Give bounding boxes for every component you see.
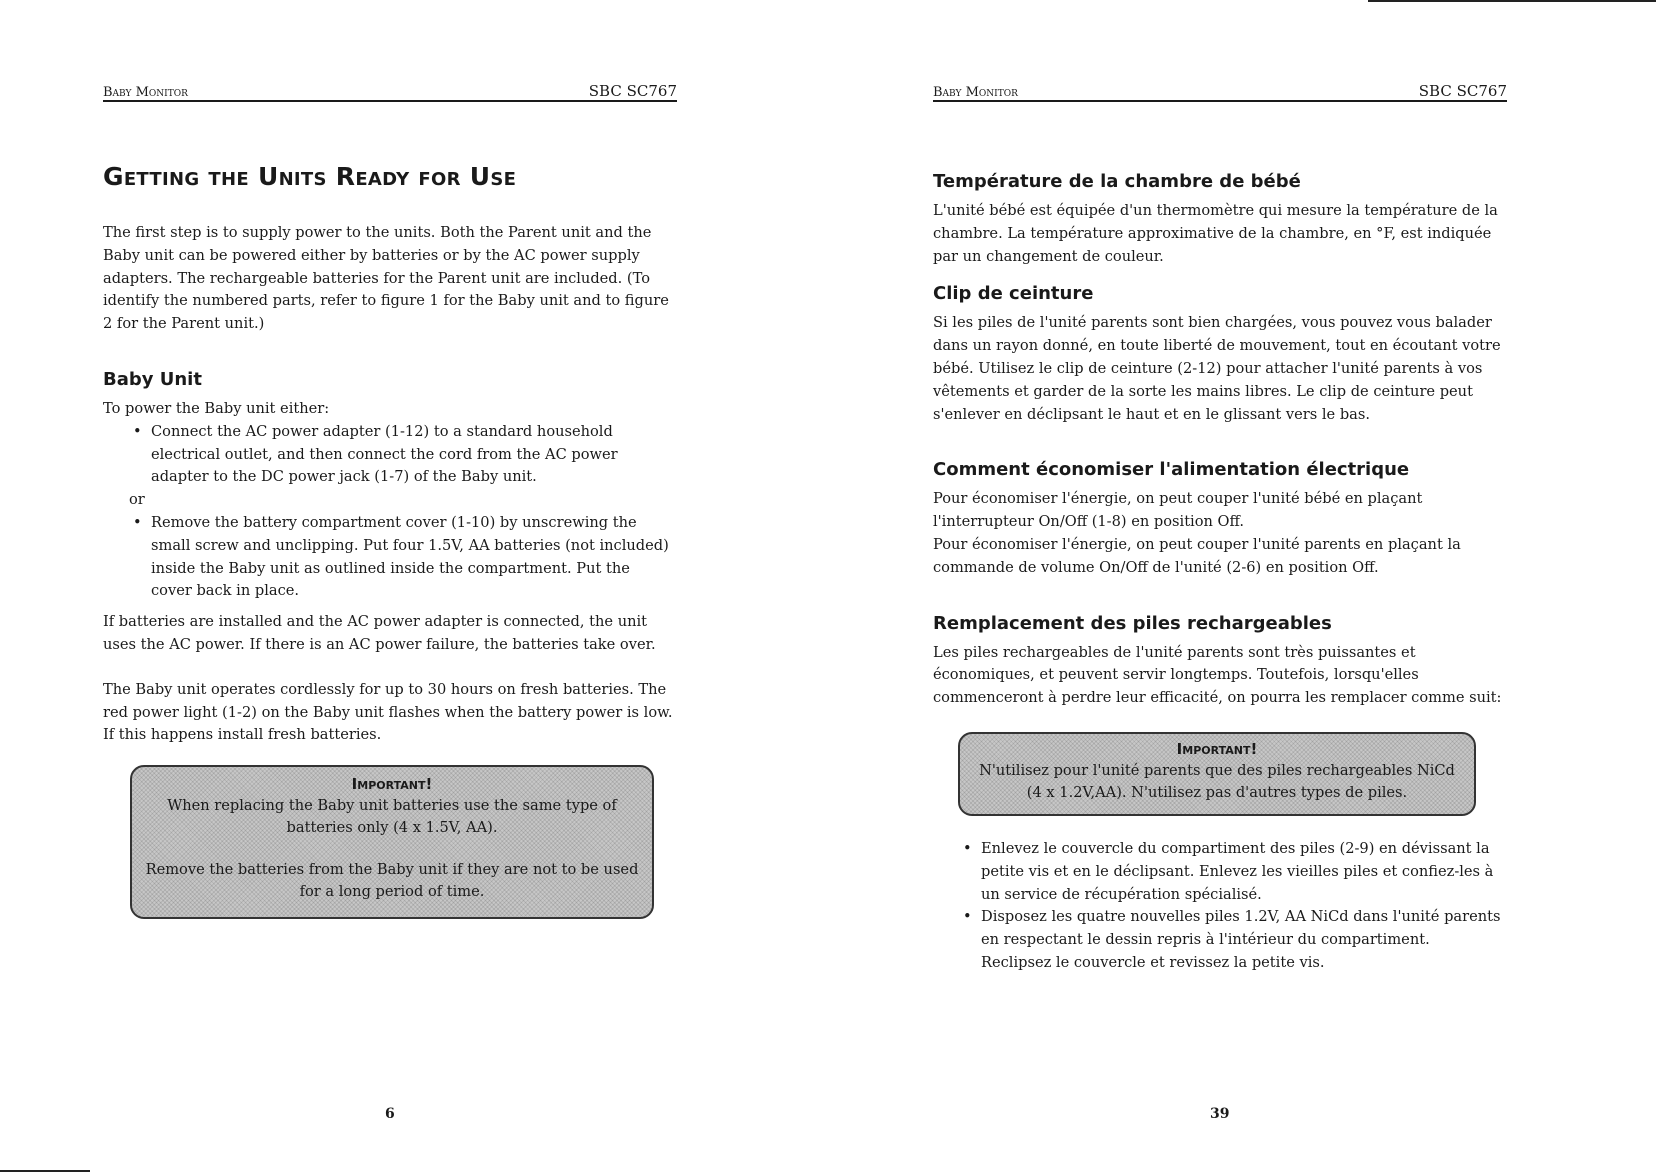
lead-paragraph: To power the Baby unit either: [103,399,330,417]
section-title-battery-replacement: Remplacement des piles rechargeables [933,612,1332,634]
power-saving-paragraph: Pour économiser l'énergie, on peut couper l'unité bébé en plaçant l'interrupteur On/Off (1-8) en position Off. [933,490,1423,531]
running-header [933,80,1507,102]
section-title-belt-clip: Clip de ceinture [933,283,1094,305]
page-content [103,160,675,919]
header-title: Baby Monitor [103,85,188,100]
page-number: 39 [1210,1106,1230,1122]
intro-paragraph: The first step is to supply power to the units. Both the Parent unit and the Baby unit can be powered either by batteries or by the AC power supply adapters. The rechargeable batteries for the Parent unit are included. (To identify the numbered parts, refer to figure 1 for the Baby unit and to figure 2 for the Parent unit.) [103,224,669,333]
ac-power-paragraph: If batteries are installed and the AC power adapter is connected, the unit uses the AC power. If there is an AC power failure, the batteries take over. [103,613,656,653]
replacement-steps-list [933,838,1503,975]
chapter-title: Getting the Units Ready for Use [103,162,517,191]
running-header [103,80,677,102]
notice-title: Important! [1176,739,1258,758]
page-content [933,170,1503,975]
notice-title: Important! [351,775,433,794]
notice-line: When replacing the Baby unit batteries use the same type of batteries only (4 x 1.5V, AA). [167,797,617,837]
belt-clip-paragraph: Si les piles de l'unité parents sont bien chargées, vous pouvez vous balader dans un rayon donné, en toute liberté de mouvement, tout en écoutant votre bébé. Utilisez le clip de ceinture (2-12) pour attacher l'unité parents à vos vêtements et garder de la sorte les mains libres. Le clip de ceinture peut s'enlever en déclipsant le haut et en le glissant vers le bas. [933,314,1501,423]
notice-line: Remove the batteries from the Baby unit if they are not to be used for a long period of time. [145,861,639,901]
list-item: • Disposez les quatre nouvelles piles 1.2V, AA NiCd dans l'unité parents en respectant le dessin repris à l'intérieur du compartiment. Reclipsez le couvercle et revissez la petite vis. [963,906,1503,974]
header-model: SBC SC767 [1418,82,1507,100]
section-title-temperature: Température de la chambre de bébé [933,171,1301,192]
right-page [828,0,1656,1174]
notice-line: N'utilisez pour l'unité parents que des piles rechargeables NiCd (4 x 1.2V,AA). N'utilisez pas d'autres types de piles. [979,761,1455,801]
important-notice-box [958,732,1476,816]
header-title: Baby Monitor [933,85,1018,100]
header-model: SBC SC767 [588,82,677,100]
battery-replacement-paragraph: Les piles rechargeables de l'unité parents sont très puissantes et économiques, et peuvent servir longtemps. Toutefois, lorsqu'elles commenceront à perdre leur efficacité, on pourra les remplacer comme suit: [933,643,1502,707]
list-item: • Connect the AC power adapter (1-12) to a standard household electrical outlet, and then connect the cord from the AC power adapter to the DC power jack (1-7) of the Baby unit. [133,421,675,489]
temperature-paragraph: L'unité bébé est équipée d'un thermomètre qui mesure la température de la chambre. La température approximative de la chambre, en °F, est indiquée par un changement de couleur. [933,202,1498,265]
power-saving-paragraph-2: Pour économiser l'énergie, on peut couper l'unité parents en plaçant la commande de volume On/Off de l'unité (2-6) en position Off. [933,535,1461,576]
section-title-baby-unit: Baby Unit [103,368,202,390]
power-options-list-2 [103,512,675,603]
list-item: • Remove the battery compartment cover (1-10) by unscrewing the small screw and unclipping. Put four 1.5V, AA batteries (not included) inside the Baby unit as outlined inside the compartment. Put the cover back in place. [133,512,675,603]
section-title-power-saving: Comment économiser l'alimentation électrique [933,459,1410,481]
or-text: or [129,491,145,509]
scan-edge-line [1368,0,1656,2]
power-options-list [103,421,675,489]
list-item: • Enlevez le couvercle du compartiment des piles (2-9) en dévissant la petite vis et en le déclipsant. Enlevez les vieilles piles et confiez-les à un service de récupération spécialisé. [963,838,1503,906]
cordless-paragraph: The Baby unit operates cordlessly for up to 30 hours on fresh batteries. The red power light (1-2) on the Baby unit flashes when the battery power is low. If this happens install fresh batteries. [103,680,673,744]
important-notice-box [130,765,654,919]
scan-edge-line [0,1170,90,1172]
page-number: 6 [385,1106,395,1122]
